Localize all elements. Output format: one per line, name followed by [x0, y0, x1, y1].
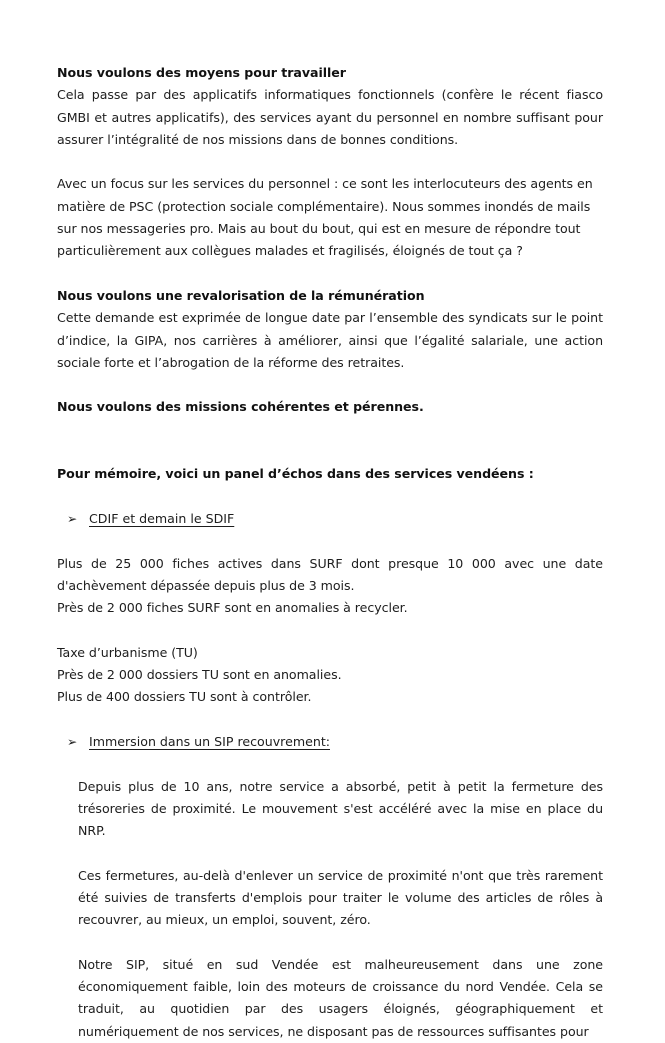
heading-revalorisation-remuneration: Nous voulons une revalorisation de la rémunération [57, 287, 425, 303]
paragraph-surf-fiches-actives: Plus de 25 000 fiches actives dans SURF dont presque 10 000 avec une date d'achèvement dépassée depuis plus de 3 mois. [57, 555, 603, 593]
chevron-bullet-icon: ➢ [67, 511, 78, 526]
spacer [57, 263, 603, 285]
chevron-bullet-icon: ➢ [67, 734, 78, 749]
spacer [57, 151, 603, 173]
spacer [57, 419, 603, 464]
heading-missions-coherentes: Nous voulons des missions cohérentes et pérennes. [57, 399, 424, 415]
paragraph-focus-services-personnel: Avec un focus sur les services du personnel : ce sont les interlocuteurs des agents en matière de PSC (protection sociale complémentaire). Nous sommes inondés de mails sur nos messageries pro. Mais au bout du bout, qui est en mesure de répondre tout particulièrement aux collègues malades et fragilisés, éloignés de tout ça ? [57, 176, 593, 259]
list-item-cdif-label: CDIF et demain le SDIF [89, 510, 235, 526]
list-item-immersion-sip-label: Immersion dans un SIP recouvrement: [89, 733, 330, 749]
paragraph-tu-anomalies: Près de 2 000 dossiers TU sont en anomalies. [57, 667, 342, 683]
list-item-cdif [57, 508, 603, 530]
spacer [57, 709, 603, 731]
paragraph-revalorisation-remuneration: Cette demande est exprimée de longue date par l’ensemble des syndicats sur le point d’indice, la GIPA, nos carrières à améliorer, ainsi que l’égalité salariale, une action sociale forte et l’abrogation de la réforme des retraites. [57, 310, 603, 370]
spacer [57, 530, 603, 552]
spacer [57, 842, 603, 864]
document-body [57, 62, 603, 1043]
paragraph-surf-anomalies: Près de 2 000 fiches SURF sont en anomalies à recycler. [57, 600, 408, 616]
spacer [57, 374, 603, 396]
paragraph-tu-controler: Plus de 400 dossiers TU sont à contrôler. [57, 689, 312, 705]
spacer [57, 619, 603, 641]
heading-pour-memoire: Pour mémoire, voici un panel d’échos dans des services vendéens : [57, 466, 534, 482]
paragraph-immersion-transferts-emplois: Ces fermetures, au-delà d'enlever un service de proximité n'ont que très rarement été suivies de transferts d'emplois pour traiter le volume des articles de rôles à recouvrer, au mieux, un emploi, souvent, zéro. [78, 867, 603, 928]
paragraph-moyens-pour-travailler: Cela passe par des applicatifs informatiques fonctionnels (confère le récent fiasco GMBI et autres applicatifs), des services ayant du personnel en nombre suffisant pour assurer l’intégralité de nos missions dans de bonnes conditions. [57, 87, 603, 147]
paragraph-immersion-sud-vendee: Notre SIP, situé en sud Vendée est malheureusement dans une zone économiquement faible, loin des moteurs de croissance du nord Vendée. Cela se traduit, au quotidien par des usagers éloignés, géographiquement et numériquement de nos services, ne disposant pas de ressources suffisantes pour [78, 956, 603, 1039]
heading-moyens-pour-travailler: Nous voulons des moyens pour travailler [57, 65, 346, 80]
paragraph-immersion-fermetures-tresoreries: Depuis plus de 10 ans, notre service a absorbé, petit à petit la fermeture des trésoreries de proximité. Le mouvement s'est accéléré avec la mise en place du NRP. [78, 778, 603, 839]
spacer [57, 486, 603, 508]
list-item-immersion-sip [57, 731, 603, 753]
spacer [57, 932, 603, 954]
paragraph-taxe-urbanisme-title: Taxe d’urbanisme (TU) [57, 644, 198, 660]
spacer [57, 753, 603, 775]
